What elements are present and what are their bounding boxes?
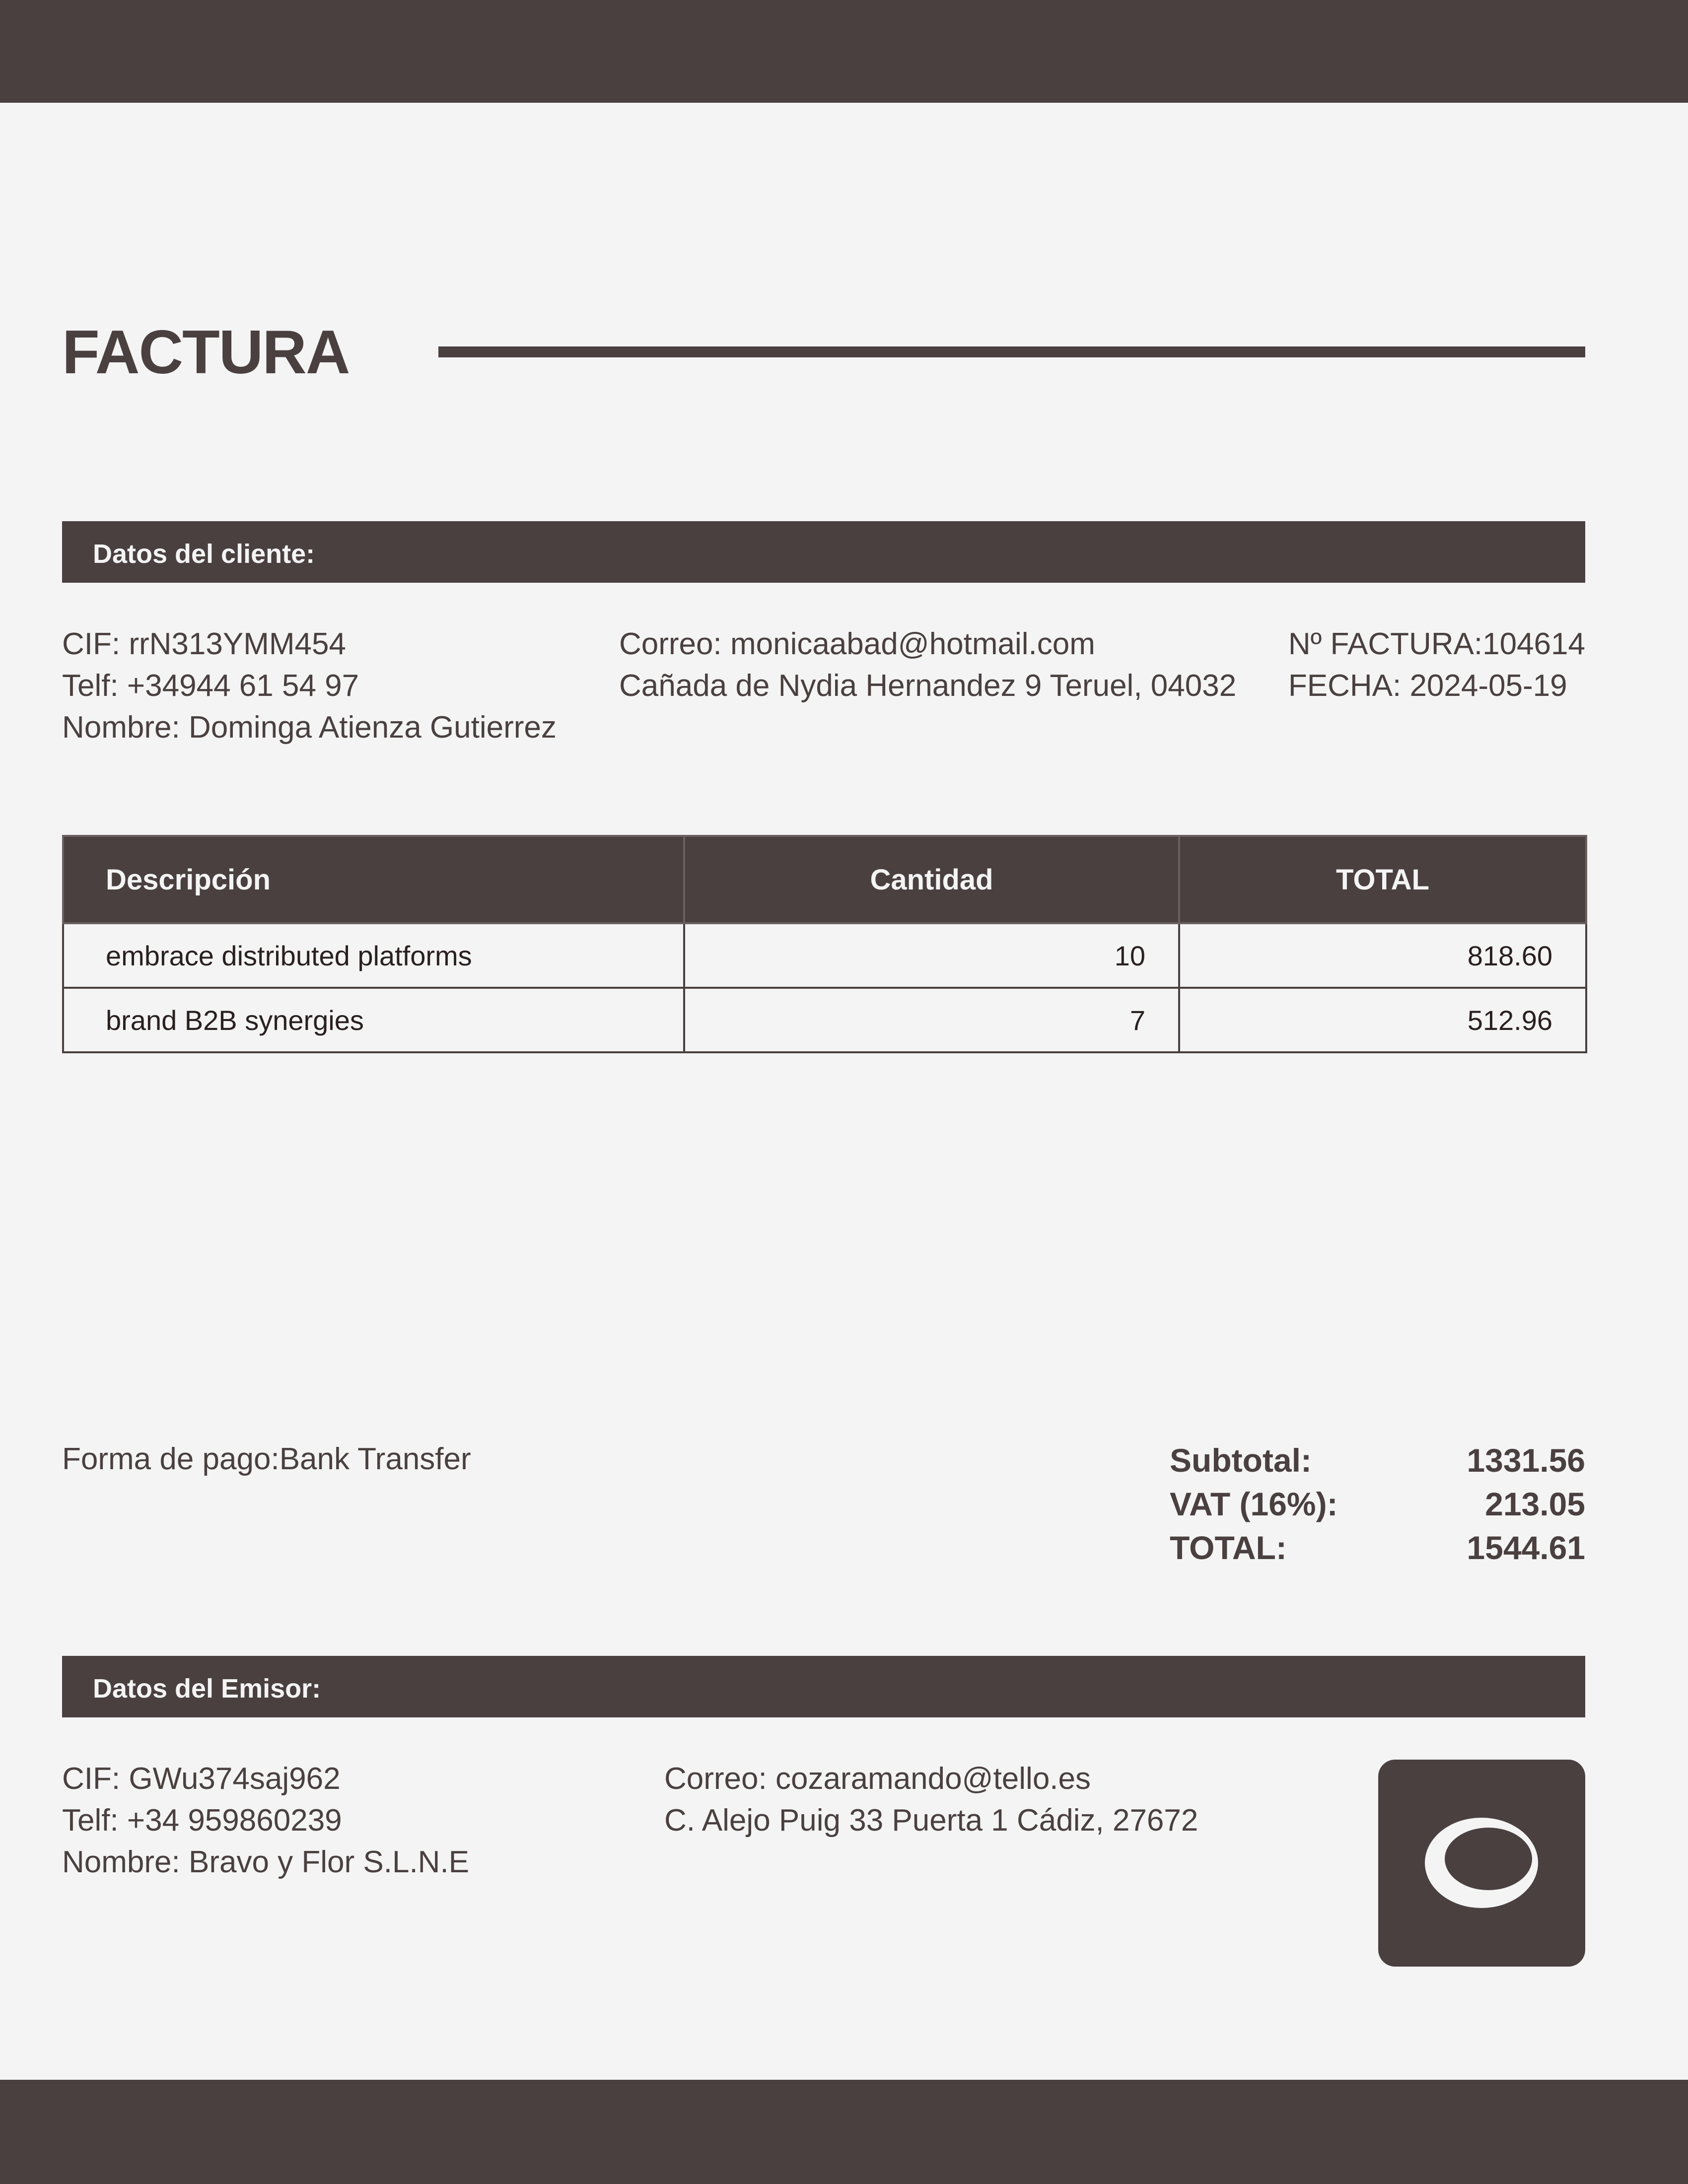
header-total: TOTAL — [1179, 836, 1586, 923]
row-quantity: 7 — [684, 988, 1179, 1052]
items-table-header — [63, 836, 1586, 923]
client-cif: CIF: rrN313YMM454 — [62, 627, 346, 661]
issuer-address: C. Alejo Puig 33 Puerta 1 Cádiz, 27672 — [664, 1803, 1198, 1838]
header-band — [0, 0, 1688, 103]
invoice-number: Nº FACTURA:104614 — [1288, 627, 1585, 661]
client-email: Correo: monicaabad@hotmail.com — [619, 627, 1095, 661]
items-table — [62, 835, 1587, 1053]
issuer-email: Correo: cozaramando@tello.es — [664, 1762, 1091, 1796]
issuer-section-header — [62, 1656, 1585, 1717]
header-description: Descripción — [63, 836, 684, 923]
issuer-name: Nombre: Bravo y Flor S.L.N.E — [62, 1845, 470, 1879]
total-label: TOTAL: — [1170, 1529, 1287, 1566]
issuer-info-middle — [664, 1758, 1198, 1842]
title-rule — [438, 346, 1585, 357]
row-description: brand B2B synergies — [63, 988, 684, 1052]
issuer-info-left — [62, 1758, 469, 1883]
row-total: 512.96 — [1179, 988, 1586, 1052]
document-title: FACTURA — [62, 318, 350, 387]
row-total: 818.60 — [1179, 923, 1586, 988]
vat-value: 213.05 — [1485, 1486, 1585, 1522]
table-row — [63, 988, 1586, 1052]
footer-band — [0, 2080, 1688, 2184]
client-name: Nombre: Dominga Atienza Gutierrez — [62, 710, 557, 745]
client-phone: Telf: +34944 61 54 97 — [62, 669, 359, 703]
total-value: 1544.61 — [1467, 1529, 1585, 1566]
payment-method: Forma de pago:Bank Transfer — [62, 1442, 471, 1476]
client-info-left — [62, 623, 557, 749]
table-row — [63, 923, 1586, 988]
issuer-section-label: Datos del Emisor: — [93, 1674, 321, 1704]
issuer-cif: CIF: GWu374saj962 — [62, 1762, 341, 1796]
vat-row — [1170, 1482, 1585, 1526]
company-logo-icon — [1378, 1760, 1585, 1967]
total-row — [1170, 1526, 1585, 1570]
totals-block — [1170, 1438, 1585, 1570]
row-description: embrace distributed platforms — [63, 923, 684, 988]
invoice-date: FECHA: 2024-05-19 — [1288, 669, 1567, 703]
row-quantity: 10 — [684, 923, 1179, 988]
header-quantity: Cantidad — [684, 836, 1179, 923]
subtotal-value: 1331.56 — [1467, 1442, 1585, 1479]
issuer-phone: Telf: +34 959860239 — [62, 1803, 342, 1838]
vat-label: VAT (16%): — [1170, 1486, 1338, 1522]
subtotal-row — [1170, 1438, 1585, 1482]
subtotal-label: Subtotal: — [1170, 1442, 1312, 1479]
client-section-header — [62, 521, 1585, 583]
invoice-meta — [1288, 623, 1585, 707]
client-address: Cañada de Nydia Hernandez 9 Teruel, 04032 — [619, 669, 1237, 703]
client-section-label: Datos del cliente: — [93, 539, 315, 569]
client-info-middle — [619, 623, 1236, 707]
